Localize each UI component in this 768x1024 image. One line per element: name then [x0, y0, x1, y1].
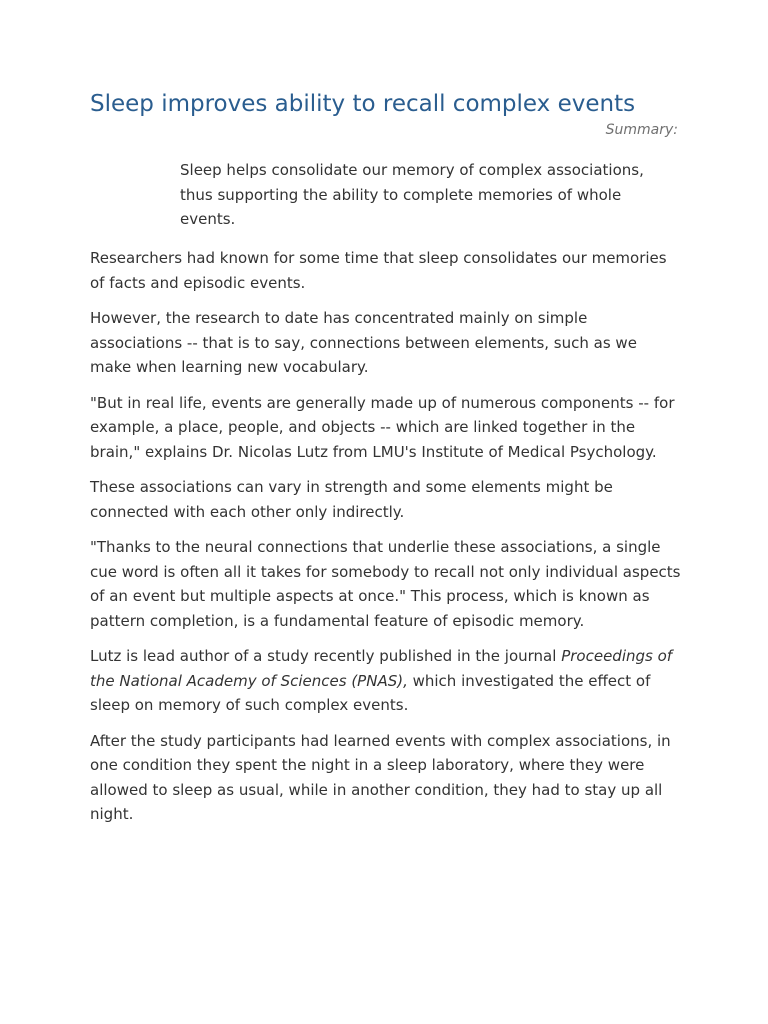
- paragraph-journal-before: Lutz is lead author of a study recently published in the journal: [90, 647, 562, 665]
- summary-text: Sleep helps consolidate our memory of complex associations, thus supporting the ability to complete memories of whole events.: [180, 161, 644, 228]
- paragraph-journal: [90, 644, 682, 718]
- paragraph: Researchers had known for some time that sleep consolidates our memories of facts and episodic events.: [90, 249, 667, 292]
- paragraph: These associations can vary in strength and some elements might be connected with each other only indirectly.: [90, 478, 613, 521]
- paragraph-journal-after: which investigated the effect of sleep on memory of such complex events.: [90, 671, 651, 714]
- paragraph: "Thanks to the neural connections that underlie these associations, a single cue word is often all it takes for somebody to recall not only individual aspects of an event but multiple aspects at once." This process, which is known as pattern completion, is a fundamental feature of episodic memory.: [90, 538, 681, 630]
- paragraph: "But in real life, events are generally made up of numerous components -- for example, a place, people, and objects -- which are linked together in the brain," explains Dr. Nicolas Lutz from LMU's Institute of Medical Psychology.: [90, 393, 675, 461]
- article-title: Sleep improves ability to recall complex events: [90, 91, 636, 117]
- paragraph: After the study participants had learned events with complex associations, in one condition they spent the night in a sleep laboratory, where they were allowed to sleep as usual, while in another condition, they had to stay up all night.: [90, 731, 671, 823]
- summary-label: Summary:: [605, 122, 678, 138]
- article-body: [90, 246, 682, 838]
- journal-name: Proceedings of the National Academy of Sciences (PNAS),: [90, 647, 673, 690]
- paragraph: However, the research to date has concentrated mainly on simple associations -- that is to say, connections between elements, such as we make when learning new vocabulary.: [90, 309, 637, 376]
